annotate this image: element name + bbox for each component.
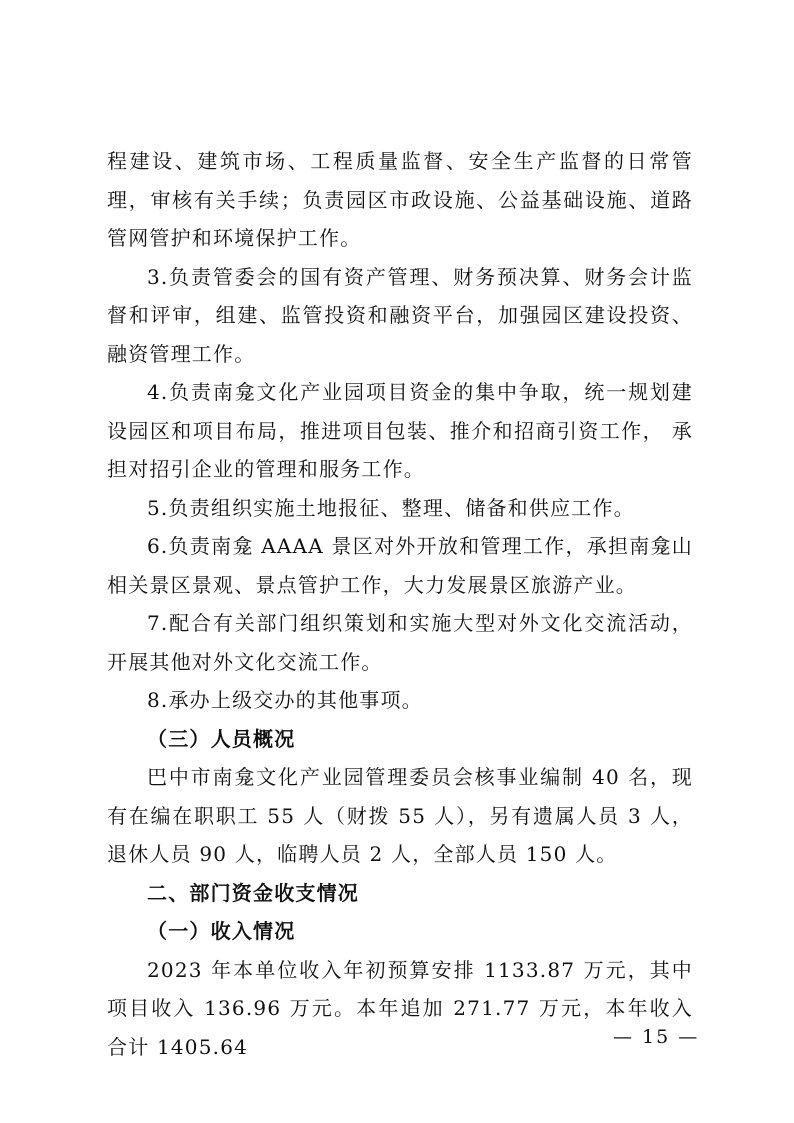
paragraph-duty-3: 3.负责管委会的国有资产管理、财务预决算、财务会计监督和评审，组建、监管投资和融资平台，加强园区建设投资、融资管理工作。	[107, 264, 693, 366]
paragraph-duty-4: 4.负责南龛文化产业园项目资金的集中争取，统一规划建设园区和项目布局，推进项目包装、推介和招商引资工作， 承担对招引企业的管理和服务工作。	[107, 380, 693, 481]
paragraph-income: 2023 年本单位收入年初预算安排 1133.87 万元，其中项目收入 136.96 万元。本年追加 271.77 万元，本年收入合计 1405.64	[107, 957, 693, 1059]
page-number: — 15 —	[613, 1026, 700, 1048]
paragraph-staff-overview: 巴中市南龛文化产业园管理委员会核事业编制 40 名，现有在编在职职工 55 人（财拨 55 人），另有遗属人员 3 人，退休人员 90 人，临聘人员 2 人，全部人员 150 人。	[107, 765, 693, 866]
paragraph-duties-2-continued: 程建设、建筑市场、工程质量监督、安全生产监督的日常管理，审核有关手续；负责园区市政设施、公益基础设施、道路管网管护和环境保护工作。	[107, 149, 693, 250]
heading-income: （一）收入情况	[147, 919, 296, 943]
paragraph-duty-5: 5.负责组织实施土地报征、整理、储备和供应工作。	[147, 495, 635, 520]
heading-staff-overview: （三）人员概况	[147, 726, 296, 751]
paragraph-duty-7: 7.配合有关部门组织策划和实施大型对外文化交流活动，开展其他对外文化交流工作。	[107, 611, 693, 674]
heading-funds-section: 二、部门资金收支情况	[147, 880, 359, 905]
paragraph-duty-8: 8.承办上级交办的其他事项。	[147, 688, 423, 712]
body-text	[107, 142, 693, 1066]
paragraph-duty-6: 6.负责南龛 AAAA 景区对外开放和管理工作，承担南龛山相关景区景观、景点管护工作，大力发展景区旅游产业。	[107, 534, 693, 597]
